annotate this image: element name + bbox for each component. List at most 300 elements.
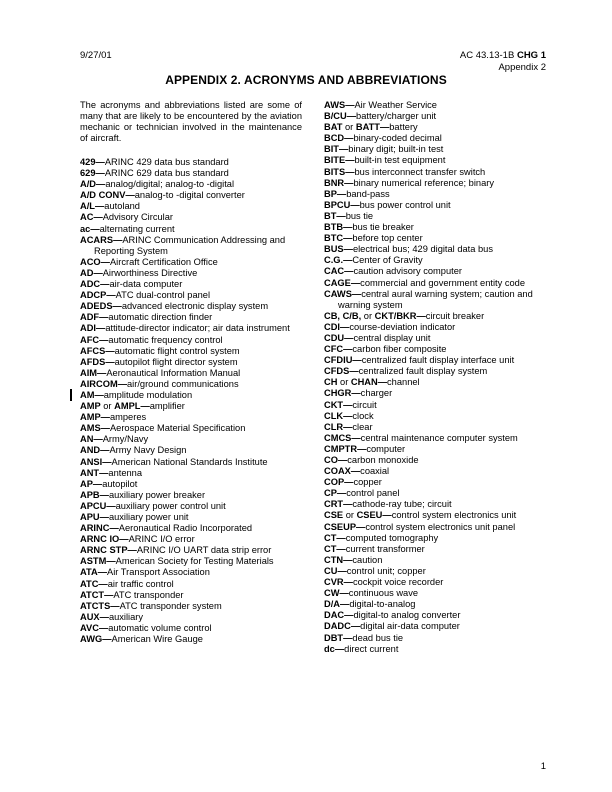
acronym-entry — [80, 579, 306, 590]
acronym-term: BTB — [324, 222, 344, 233]
acronym-term: APU — [80, 512, 100, 522]
acronym-entry — [324, 244, 550, 255]
acronym-entry — [324, 566, 550, 577]
em-dash: — — [99, 512, 109, 522]
acronym-definition: ATC dual-control panel — [115, 290, 211, 301]
acronym-entry — [80, 434, 306, 445]
em-dash: — — [344, 477, 354, 488]
acronym-definition: antenna — [108, 467, 143, 478]
em-dash: — — [102, 456, 112, 467]
acronym-definition: binary-coded decimal — [353, 133, 442, 144]
em-dash: — — [100, 423, 110, 434]
acronym-definition: continuous wave — [348, 588, 419, 599]
acronym-definition: air traffic control — [107, 578, 174, 589]
acronym-entry — [80, 412, 306, 423]
acronym-term: AN — [80, 434, 94, 445]
acronym-term: AC — [80, 212, 94, 223]
acronym-entry — [324, 522, 550, 533]
em-dash: — — [357, 443, 367, 454]
acronym-definition: attitude-director indicator; air data instrument — [105, 323, 290, 334]
em-dash: — — [343, 399, 353, 410]
acronym-definition: circuit breaker — [425, 310, 485, 321]
acronym-definition: air-data computer — [109, 279, 183, 290]
header-doc-line — [460, 50, 546, 62]
acronym-definition: ATC transponder system — [119, 600, 222, 611]
acronym-term: ANT — [80, 467, 100, 478]
acronym-definition: bus interconnect transfer switch — [354, 166, 486, 177]
acronym-term: AMP — [80, 401, 101, 412]
acronym-definition: binary digit; built-in test — [348, 144, 444, 155]
acronym-definition: American Wire Gauge — [111, 634, 203, 645]
acronym-term: AFDS — [80, 356, 106, 367]
em-dash: — — [340, 599, 350, 610]
acronym-entry — [80, 401, 306, 412]
acronym-term: COAX — [324, 466, 351, 477]
acronym-entry — [324, 544, 550, 555]
em-dash: — — [96, 179, 106, 190]
em-dash: — — [352, 355, 362, 366]
acronym-term: AWS — [324, 100, 346, 110]
header-date: 9/27/01 — [80, 50, 112, 61]
em-dash: — — [93, 212, 103, 223]
em-dash: — — [344, 266, 354, 277]
acronym-entry — [80, 257, 306, 268]
acronym-term: CT — [324, 532, 337, 543]
acronym-entry — [80, 634, 306, 645]
acronym-definition: centralized fault display interface unit — [361, 355, 515, 366]
acronym-definition: copper — [353, 477, 382, 488]
acronym-term: CVR — [324, 577, 344, 588]
em-dash: — — [416, 310, 426, 321]
acronym-definition: amperes — [109, 412, 147, 423]
em-dash: — — [351, 432, 361, 443]
em-dash: — — [100, 412, 110, 423]
acronym-definition: automatic direction finder — [108, 312, 213, 323]
acronym-definition: autopilot flight director system — [114, 356, 238, 367]
em-dash: — — [105, 345, 115, 356]
acronym-entry — [324, 222, 550, 233]
acronym-term: CW — [324, 588, 340, 599]
acronym-definition: autoland — [104, 201, 140, 212]
acronym-definition: Airworthiness Directive — [102, 267, 198, 278]
em-dash: — — [350, 466, 361, 477]
em-dash: — — [99, 611, 109, 622]
acronym-entry — [80, 590, 306, 601]
acronym-definition: ARINC Communication Addressing and Reporting System — [94, 234, 286, 256]
acronym-or: or — [337, 377, 351, 388]
em-dash: — — [382, 510, 392, 521]
em-dash: — — [344, 177, 354, 188]
acronym-term: AUX — [80, 611, 100, 622]
em-dash: — — [379, 122, 390, 133]
acronym-entry — [324, 266, 550, 277]
acronym-definition: Advisory Circular — [102, 212, 173, 223]
acronym-term-alt: CKT/BKR — [374, 310, 417, 321]
intro-paragraph: The acronyms and abbreviations listed are some of many that are likely to be encountered by the aviation mechanic or technician involved in the maintenance of aircraft. — [80, 100, 302, 144]
acronym-definition: bus tie breaker — [352, 222, 414, 233]
em-dash: — — [100, 279, 110, 290]
acronym-entry — [324, 322, 550, 333]
acronym-entry — [324, 610, 550, 621]
em-dash: — — [351, 388, 361, 399]
acronym-term: CSEUP — [324, 521, 357, 532]
em-dash: — — [336, 210, 346, 221]
acronym-term: ARNC IO — [80, 534, 120, 545]
acronym-definition: cathode-ray tube; circuit — [352, 499, 452, 510]
acronym-entry — [324, 499, 550, 510]
acronym-term: AWG — [80, 634, 103, 645]
acronym-term: A/D CONV — [80, 190, 126, 201]
acronym-entry — [80, 179, 306, 190]
acronym-term: ADCP — [80, 290, 107, 301]
em-dash: — — [343, 499, 353, 510]
acronym-entry — [80, 601, 306, 612]
acronym-term: CHGR — [324, 388, 352, 399]
acronym-entry — [324, 444, 550, 455]
em-dash: — — [106, 556, 116, 567]
em-dash: — — [343, 255, 353, 266]
acronym-term: CLK — [324, 410, 344, 421]
acronym-definition: alternating current — [99, 223, 175, 234]
acronym-term: CO — [324, 455, 338, 465]
acronym-entry — [324, 422, 550, 433]
acronym-definition: analog-to -digital converter — [134, 190, 245, 201]
acronym-term: ANSI — [80, 456, 103, 467]
acronym-entry — [80, 301, 306, 312]
acronym-entry — [324, 621, 550, 632]
acronym-entry — [80, 556, 306, 567]
acronym-definition: carbon fiber composite — [352, 344, 447, 355]
em-dash: — — [336, 532, 346, 543]
page-number: 1 — [540, 761, 546, 772]
acronym-term: CFC — [324, 344, 344, 355]
acronym-definition: course-deviation indicator — [349, 321, 456, 332]
acronym-entry — [324, 289, 550, 311]
acronym-entry — [324, 355, 550, 366]
em-dash: — — [93, 434, 103, 445]
acronym-term: CFDIU — [324, 355, 353, 366]
acronym-entry — [80, 212, 306, 223]
em-dash: — — [96, 323, 106, 334]
acronym-definition: current transformer — [345, 543, 425, 554]
acronym-term: AFC — [80, 334, 100, 345]
acronym-term: ADC — [80, 279, 101, 290]
em-dash: — — [337, 565, 347, 576]
acronym-definition: Army/Navy — [102, 434, 149, 445]
acronym-term: AM — [80, 389, 95, 400]
acronym-definition: Aeronautical Radio Incorporated — [118, 523, 253, 534]
em-dash: — — [345, 155, 355, 166]
acronym-definition: analog/digital; analog-to -digital — [105, 179, 235, 190]
em-dash: — — [100, 445, 110, 456]
acronym-definition: auxiliary power unit — [108, 512, 189, 522]
em-dash: — — [95, 157, 105, 167]
header-change: CHG 1 — [516, 50, 546, 61]
acronym-entry — [324, 144, 550, 155]
em-dash: — — [106, 290, 116, 301]
acronym-term: CT — [324, 543, 337, 554]
acronym-entry — [324, 278, 550, 289]
acronym-term: BCD — [324, 133, 345, 144]
acronym-term: ARNC STP — [80, 545, 128, 556]
em-dash: — — [336, 188, 347, 199]
acronym-entry — [80, 279, 306, 290]
acronym-definition: auxiliary power control unit — [115, 500, 226, 511]
acronym-entry — [324, 577, 550, 588]
acronym-definition: autopilot — [102, 478, 138, 489]
em-dash: — — [343, 244, 353, 255]
acronym-term: A/D — [80, 179, 97, 190]
em-dash: — — [110, 600, 120, 611]
acronym-definition: American National Standards Institute — [111, 456, 268, 467]
acronym-definition: Army Navy Design — [109, 445, 187, 456]
acronym-definition: dead bus tie — [352, 632, 404, 643]
acronym-entry — [324, 133, 550, 144]
em-dash: — — [344, 332, 354, 343]
acronym-term: CMPTR — [324, 443, 358, 454]
acronym-or: or — [100, 401, 115, 412]
acronym-entry — [80, 190, 306, 201]
acronym-definition: direct current — [344, 643, 399, 654]
acronym-term: BITE — [324, 155, 346, 166]
acronym-entry — [80, 323, 306, 334]
acronym-definition: auxiliary power breaker — [108, 489, 206, 500]
acronym-term: COP — [324, 477, 345, 488]
acronym-list-left — [80, 157, 306, 645]
em-dash: — — [343, 233, 353, 244]
acronym-definition: automatic frequency control — [108, 334, 223, 345]
acronym-entry — [324, 455, 550, 466]
acronym-entry — [324, 400, 550, 411]
acronym-term: BT — [324, 210, 337, 221]
em-dash: — — [350, 621, 361, 632]
acronym-entry — [324, 122, 550, 133]
acronym-term: D/A — [324, 599, 341, 610]
acronym-entry — [324, 333, 550, 344]
acronym-term: AND — [80, 445, 101, 456]
em-dash: — — [343, 410, 353, 421]
em-dash: — — [90, 223, 100, 234]
acronym-entry — [80, 368, 306, 379]
acronym-term: AIM — [80, 367, 98, 378]
acronym-term: ATCTS — [80, 600, 111, 611]
em-dash: — — [343, 577, 353, 588]
em-dash: — — [356, 521, 366, 532]
acronym-term: ACARS — [80, 234, 114, 245]
header-right — [460, 50, 546, 74]
acronym-entry — [80, 290, 306, 301]
em-dash: — — [337, 455, 348, 465]
acronym-entry — [80, 157, 306, 168]
acronym-term: A/L — [80, 201, 95, 212]
em-dash: — — [350, 199, 360, 210]
acronym-definition: charger — [360, 388, 393, 399]
acronym-term: DBT — [324, 632, 344, 643]
em-dash: — — [112, 301, 122, 312]
em-dash: — — [350, 277, 361, 288]
acronym-entry — [324, 555, 550, 566]
acronym-definition: binary numerical reference; binary — [353, 177, 495, 188]
acronym-entry — [324, 388, 550, 399]
acronym-entry — [80, 379, 306, 390]
em-dash: — — [343, 554, 353, 565]
acronym-definition: battery/charger unit — [356, 111, 437, 122]
acronym-definition: Aircraft Certification Office — [109, 256, 218, 267]
acronym-entry — [80, 523, 306, 534]
acronym-entry — [324, 189, 550, 200]
em-dash: — — [99, 334, 109, 345]
em-dash: — — [97, 367, 107, 378]
acronym-entry — [324, 510, 550, 521]
acronym-term: CDI — [324, 321, 341, 332]
acronym-entry — [324, 366, 550, 377]
acronym-entry — [324, 433, 550, 444]
acronym-definition: digital-to analog converter — [353, 610, 461, 621]
em-dash: — — [99, 467, 109, 478]
acronym-definition: bus tie — [345, 210, 374, 221]
acronym-entry — [80, 490, 306, 501]
acronym-definition: cockpit voice recorder — [352, 577, 444, 588]
acronym-term: CSE — [324, 510, 344, 521]
acronym-term: AIRCOM — [80, 378, 118, 389]
acronym-entry — [80, 623, 306, 634]
acronym-term: CMCS — [324, 432, 352, 443]
acronym-definition: Air Weather Service — [354, 100, 437, 110]
acronym-definition: channel — [387, 377, 420, 388]
acronym-term: ATCT — [80, 589, 105, 600]
acronym-entry — [324, 155, 550, 166]
acronym-definition: central maintenance computer system — [360, 432, 518, 443]
acronym-definition: centralized fault display system — [358, 366, 488, 377]
page-title: APPENDIX 2. ACRONYMS AND ABBREVIATIONS — [165, 73, 447, 87]
acronym-definition: advanced electronic display system — [121, 301, 269, 312]
em-dash: — — [125, 190, 135, 201]
acronym-entry — [80, 390, 306, 401]
acronym-or: or — [361, 310, 375, 321]
acronym-definition: coaxial — [360, 466, 390, 477]
acronym-entry — [80, 468, 306, 479]
acronym-term: AMS — [80, 423, 101, 434]
acronym-entry — [324, 411, 550, 422]
acronym-entry — [324, 200, 550, 211]
acronym-definition: control panel — [346, 488, 400, 499]
acronym-term: 629 — [80, 168, 96, 179]
acronym-definition: ARINC 629 data bus standard — [104, 168, 229, 179]
acronym-definition: electrical bus; 429 digital data bus — [352, 244, 493, 255]
acronym-term: B/CU — [324, 111, 347, 122]
acronym-term: BTC — [324, 233, 344, 244]
header-doc-id: AC 43.13-1B — [459, 50, 515, 61]
acronym-term: BITS — [324, 166, 346, 177]
acronym-term: CU — [324, 565, 338, 576]
acronym-term: CAGE — [324, 277, 351, 288]
acronym-term: ATA — [80, 567, 98, 578]
acronym-term: ADF — [80, 312, 100, 323]
acronym-entry — [80, 357, 306, 368]
acronym-term: C.G. — [324, 255, 344, 266]
acronym-term: CAWS — [324, 288, 352, 299]
acronym-entry — [80, 457, 306, 468]
acronym-term: ACO — [80, 256, 101, 267]
acronym-term: CKT — [324, 399, 344, 410]
acronym-definition: Air Transport Association — [107, 567, 210, 578]
acronym-term: CLR — [324, 421, 344, 432]
acronym-term: AP — [80, 478, 93, 489]
acronym-definition: Aerospace Material Specification — [109, 423, 246, 434]
acronym-definition: Center of Gravity — [352, 255, 423, 266]
em-dash: — — [338, 144, 349, 155]
acronym-definition: bus power control unit — [359, 199, 451, 210]
em-dash: — — [117, 378, 127, 389]
acronym-entry — [80, 445, 306, 456]
em-dash: — — [119, 534, 129, 545]
acronym-term-alt: CSEU — [356, 510, 383, 521]
acronym-term: CRT — [324, 499, 344, 510]
em-dash: — — [351, 288, 362, 299]
acronym-entry — [324, 311, 550, 322]
acronym-entry — [324, 488, 550, 499]
em-dash: — — [343, 421, 353, 432]
acronym-definition: amplitude modulation — [103, 389, 193, 400]
acronym-term: CFDS — [324, 366, 350, 377]
acronym-definition: control unit; copper — [346, 565, 426, 576]
acronym-term: AFCS — [80, 345, 106, 356]
acronym-entry — [80, 224, 306, 235]
acronym-entry — [324, 344, 550, 355]
em-dash: — — [105, 356, 115, 367]
acronym-term: BIT — [324, 144, 339, 155]
acronym-term: AMP — [80, 412, 101, 423]
acronym-definition: control system electronics unit panel — [365, 521, 516, 532]
acronym-term: DADC — [324, 621, 351, 632]
acronym-term: APCU — [80, 500, 107, 511]
acronym-entry — [324, 100, 550, 111]
acronym-term: DAC — [324, 610, 345, 621]
header-appendix: Appendix 2 — [498, 62, 546, 73]
acronym-term: BPCU — [324, 199, 351, 210]
acronym-term: BP — [324, 188, 337, 199]
acronym-entry — [324, 167, 550, 178]
em-dash: — — [377, 377, 388, 388]
acronym-term: ATC — [80, 578, 99, 589]
acronym-term: ADEDS — [80, 301, 113, 312]
acronym-definition: American Society for Testing Materials — [115, 556, 274, 567]
em-dash: — — [93, 267, 103, 278]
acronym-definition: clear — [352, 421, 373, 432]
acronym-entry — [80, 545, 306, 556]
acronym-entry — [80, 512, 306, 523]
acronym-term: CAC — [324, 266, 345, 277]
acronym-entry — [80, 423, 306, 434]
acronym-entry — [80, 268, 306, 279]
acronym-definition: Aeronautical Information Manual — [106, 367, 241, 378]
em-dash: — — [345, 166, 355, 177]
acronym-term: AVC — [80, 622, 99, 633]
acronym-definition: commercial and government entity code — [360, 277, 526, 288]
acronym-entry — [324, 599, 550, 610]
acronym-definition: digital air-data computer — [360, 621, 460, 632]
acronym-or: or — [342, 122, 356, 133]
em-dash: — — [127, 545, 137, 556]
acronym-term: CDU — [324, 332, 345, 343]
acronym-entry — [80, 201, 306, 212]
em-dash: — — [336, 543, 346, 554]
acronym-definition: computed tomography — [345, 532, 439, 543]
acronym-term: CB, C/B, — [324, 310, 362, 321]
em-dash: — — [99, 489, 109, 500]
acronym-entry — [324, 233, 550, 244]
acronym-entry — [80, 567, 306, 578]
